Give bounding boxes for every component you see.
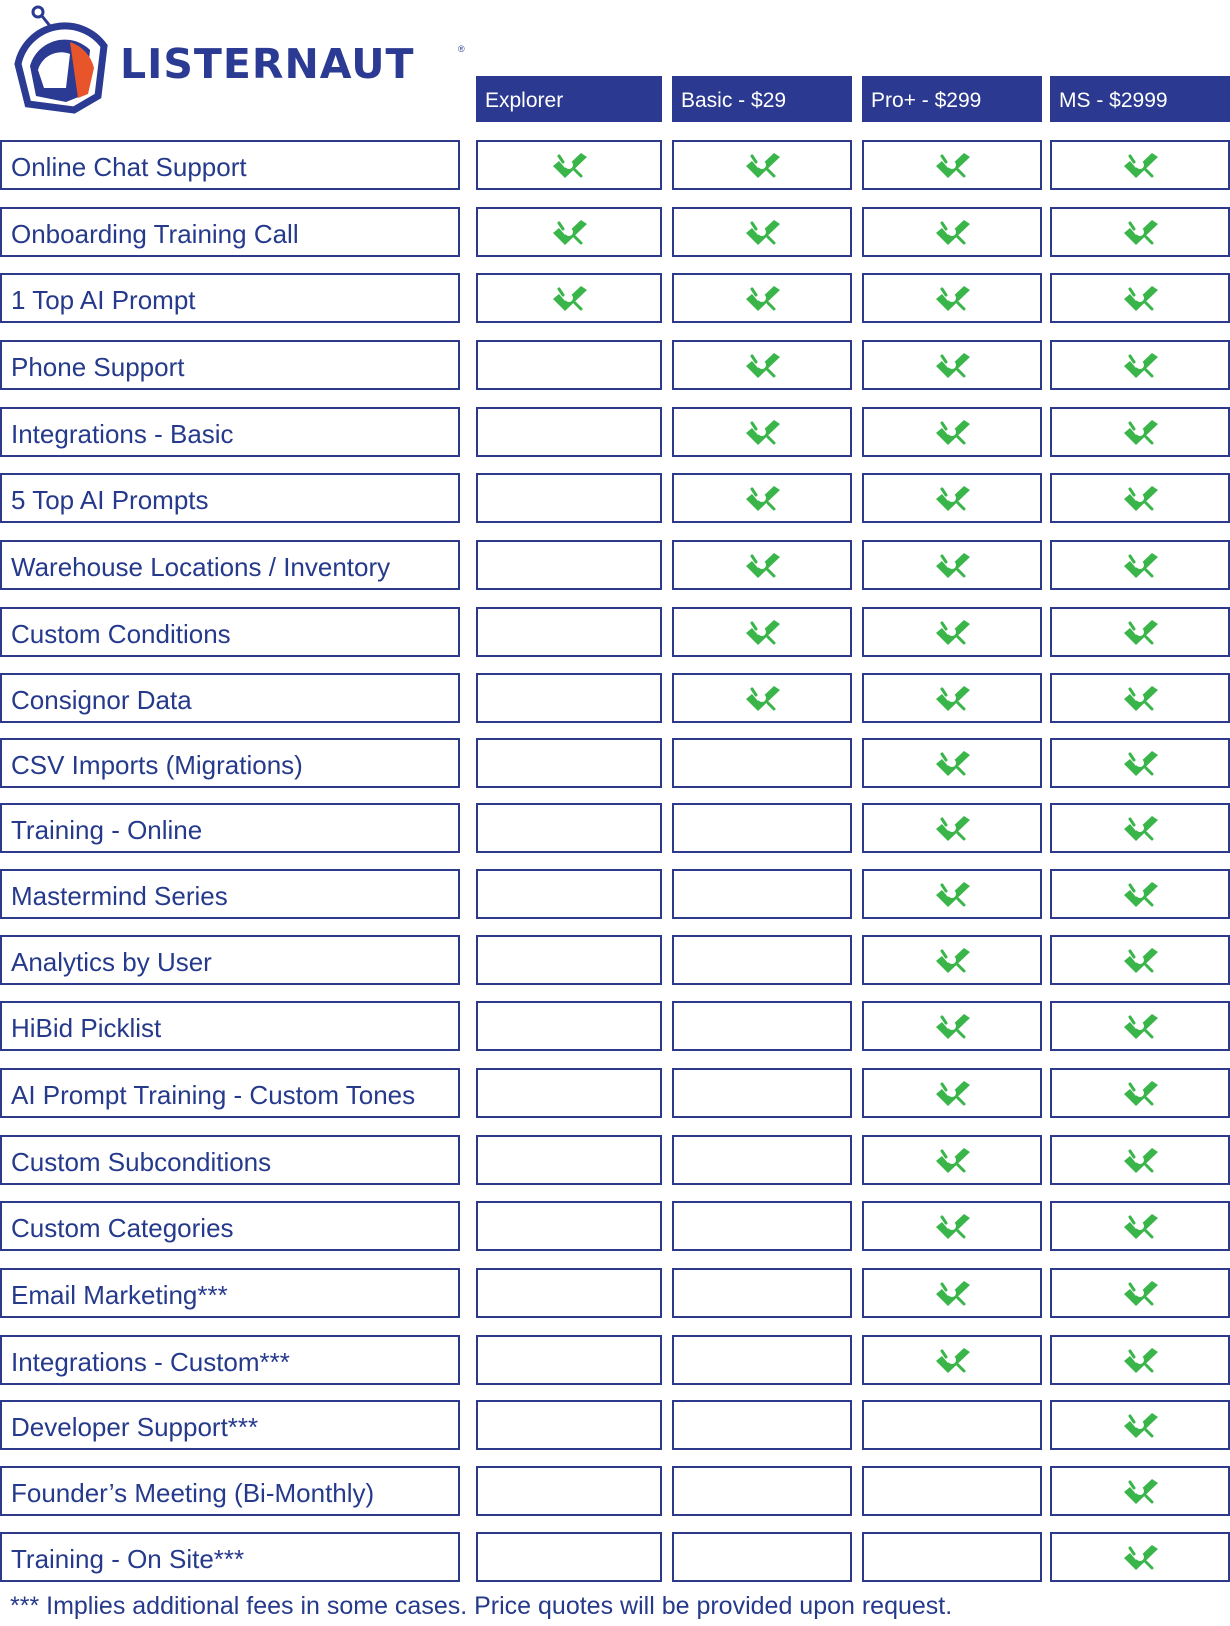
included-cell <box>1050 1400 1230 1450</box>
green-checkmark-icon <box>1120 1011 1160 1041</box>
empty-cell <box>476 1135 662 1185</box>
table-row <box>0 473 1230 523</box>
table-row <box>0 1201 1230 1251</box>
empty-cell <box>476 803 662 853</box>
table-row <box>0 738 1230 788</box>
tier-header-ms: MS - $2999 <box>1050 76 1230 122</box>
table-row <box>0 1400 1230 1450</box>
included-cell <box>862 673 1042 723</box>
empty-cell <box>476 1268 662 1318</box>
green-checkmark-icon <box>1120 283 1160 313</box>
feature-name-cell <box>0 140 460 190</box>
included-cell <box>862 540 1042 590</box>
green-checkmark-icon <box>932 1145 972 1175</box>
green-checkmark-icon <box>932 1345 972 1375</box>
included-cell <box>862 803 1042 853</box>
feature-label: Warehouse Locations / Inventory <box>11 552 391 582</box>
green-checkmark-icon <box>549 283 589 313</box>
included-cell <box>1050 407 1230 457</box>
green-checkmark-icon <box>742 483 782 513</box>
feature-label: 1 Top AI Prompt <box>11 285 196 315</box>
feature-name-cell <box>0 1532 460 1582</box>
included-cell <box>862 273 1042 323</box>
included-cell <box>862 140 1042 190</box>
green-checkmark-icon <box>1120 1211 1160 1241</box>
registered-mark: ® <box>458 44 465 54</box>
brand-name: LISTERNAUT <box>120 40 415 88</box>
green-checkmark-icon <box>932 283 972 313</box>
empty-cell <box>476 340 662 390</box>
feature-label: Onboarding Training Call <box>11 219 299 249</box>
empty-cell <box>672 1532 852 1582</box>
green-checkmark-icon <box>1120 417 1160 447</box>
empty-cell <box>476 1068 662 1118</box>
included-cell <box>862 607 1042 657</box>
table-row <box>0 207 1230 257</box>
feature-label: 5 Top AI Prompts <box>11 485 209 515</box>
included-cell <box>1050 869 1230 919</box>
tier-header-pro-plus: Pro+ - $299 <box>862 76 1042 122</box>
table-row <box>0 935 1230 985</box>
included-cell <box>1050 1335 1230 1385</box>
empty-cell <box>476 1466 662 1516</box>
included-cell <box>476 273 662 323</box>
green-checkmark-icon <box>1120 683 1160 713</box>
included-cell <box>672 273 852 323</box>
feature-name-cell <box>0 340 460 390</box>
included-cell <box>672 207 852 257</box>
empty-cell <box>672 1268 852 1318</box>
included-cell <box>1050 607 1230 657</box>
green-checkmark-icon <box>1120 879 1160 909</box>
green-checkmark-icon <box>1120 550 1160 580</box>
empty-cell <box>476 1335 662 1385</box>
green-checkmark-icon <box>1120 617 1160 647</box>
feature-name-cell <box>0 1335 460 1385</box>
table-row <box>0 1135 1230 1185</box>
feature-label: Analytics by User <box>11 947 212 977</box>
feature-name-cell <box>0 1068 460 1118</box>
green-checkmark-icon <box>742 217 782 247</box>
table-row <box>0 140 1230 190</box>
green-checkmark-icon <box>1120 1078 1160 1108</box>
included-cell <box>1050 1135 1230 1185</box>
feature-label: Integrations - Custom*** <box>11 1347 290 1377</box>
feature-label: Email Marketing*** <box>11 1280 228 1310</box>
included-cell <box>1050 1466 1230 1516</box>
feature-label: CSV Imports (Migrations) <box>11 750 303 780</box>
feature-name-cell <box>0 607 460 657</box>
table-row <box>0 607 1230 657</box>
table-row <box>0 407 1230 457</box>
green-checkmark-icon <box>742 617 782 647</box>
included-cell <box>862 1001 1042 1051</box>
included-cell <box>672 140 852 190</box>
green-checkmark-icon <box>932 1211 972 1241</box>
included-cell <box>672 473 852 523</box>
feature-label: Consignor Data <box>11 685 192 715</box>
green-checkmark-icon <box>932 683 972 713</box>
green-checkmark-icon <box>1120 1542 1160 1572</box>
table-row <box>0 1068 1230 1118</box>
feature-label: Custom Categories <box>11 1213 234 1243</box>
empty-cell <box>672 1400 852 1450</box>
feature-label: Training - Online <box>11 815 203 845</box>
table-row <box>0 1466 1230 1516</box>
green-checkmark-icon <box>1120 1476 1160 1506</box>
green-checkmark-icon <box>549 150 589 180</box>
empty-cell <box>672 1001 852 1051</box>
included-cell <box>1050 803 1230 853</box>
feature-name-cell <box>0 1400 460 1450</box>
feature-name-cell <box>0 207 460 257</box>
green-checkmark-icon <box>1120 813 1160 843</box>
included-cell <box>672 407 852 457</box>
green-checkmark-icon <box>932 483 972 513</box>
green-checkmark-icon <box>932 1011 972 1041</box>
green-checkmark-icon <box>1120 1345 1160 1375</box>
included-cell <box>862 207 1042 257</box>
feature-name-cell <box>0 1001 460 1051</box>
included-cell <box>1050 473 1230 523</box>
included-cell <box>862 473 1042 523</box>
empty-cell <box>862 1466 1042 1516</box>
empty-cell <box>476 407 662 457</box>
green-checkmark-icon <box>932 150 972 180</box>
feature-name-cell <box>0 673 460 723</box>
feature-label: Founder’s Meeting (Bi-Monthly) <box>11 1478 375 1508</box>
feature-name-cell <box>0 273 460 323</box>
green-checkmark-icon <box>549 217 589 247</box>
feature-label: Online Chat Support <box>11 152 247 182</box>
included-cell <box>1050 273 1230 323</box>
empty-cell <box>672 1068 852 1118</box>
table-row <box>0 803 1230 853</box>
included-cell <box>672 607 852 657</box>
green-checkmark-icon <box>932 217 972 247</box>
included-cell <box>1050 935 1230 985</box>
green-checkmark-icon <box>742 550 782 580</box>
empty-cell <box>476 869 662 919</box>
table-row <box>0 273 1230 323</box>
feature-name-cell <box>0 473 460 523</box>
included-cell <box>1050 673 1230 723</box>
brand-logo <box>8 4 468 116</box>
empty-cell <box>476 1532 662 1582</box>
empty-cell <box>476 673 662 723</box>
included-cell <box>672 340 852 390</box>
feature-name-cell <box>0 1466 460 1516</box>
green-checkmark-icon <box>932 813 972 843</box>
included-cell <box>862 407 1042 457</box>
included-cell <box>1050 340 1230 390</box>
included-cell <box>1050 207 1230 257</box>
included-cell <box>476 207 662 257</box>
green-checkmark-icon <box>932 945 972 975</box>
included-cell <box>862 1201 1042 1251</box>
green-checkmark-icon <box>742 683 782 713</box>
empty-cell <box>862 1532 1042 1582</box>
included-cell <box>1050 1201 1230 1251</box>
green-checkmark-icon <box>742 150 782 180</box>
table-row <box>0 869 1230 919</box>
empty-cell <box>476 1201 662 1251</box>
footnote: *** Implies additional fees in some cases. Price quotes will be provided upon request. <box>10 1592 953 1620</box>
table-row <box>0 1001 1230 1051</box>
green-checkmark-icon <box>1120 217 1160 247</box>
included-cell <box>672 540 852 590</box>
included-cell <box>1050 1268 1230 1318</box>
green-checkmark-icon <box>742 283 782 313</box>
table-row <box>0 673 1230 723</box>
table-row <box>0 1268 1230 1318</box>
empty-cell <box>476 607 662 657</box>
included-cell <box>1050 738 1230 788</box>
included-cell <box>862 1135 1042 1185</box>
green-checkmark-icon <box>932 748 972 778</box>
feature-name-cell <box>0 1135 460 1185</box>
feature-label: Custom Conditions <box>11 619 231 649</box>
included-cell <box>862 935 1042 985</box>
feature-name-cell <box>0 1201 460 1251</box>
green-checkmark-icon <box>932 879 972 909</box>
empty-cell <box>862 1400 1042 1450</box>
included-cell <box>1050 140 1230 190</box>
feature-label: Integrations - Basic <box>11 419 234 449</box>
green-checkmark-icon <box>1120 1410 1160 1440</box>
astronaut-helmet-logo-icon <box>8 4 116 116</box>
included-cell <box>862 340 1042 390</box>
table-row <box>0 340 1230 390</box>
included-cell <box>1050 540 1230 590</box>
empty-cell <box>672 935 852 985</box>
tier-header-explorer: Explorer <box>476 76 662 122</box>
feature-name-cell <box>0 803 460 853</box>
empty-cell <box>672 1135 852 1185</box>
green-checkmark-icon <box>1120 150 1160 180</box>
feature-label: AI Prompt Training - Custom Tones <box>11 1080 416 1110</box>
green-checkmark-icon <box>1120 945 1160 975</box>
feature-name-cell <box>0 869 460 919</box>
empty-cell <box>476 935 662 985</box>
feature-name-cell <box>0 540 460 590</box>
included-cell <box>862 1335 1042 1385</box>
empty-cell <box>476 738 662 788</box>
green-checkmark-icon <box>932 617 972 647</box>
table-row <box>0 540 1230 590</box>
green-checkmark-icon <box>932 350 972 380</box>
empty-cell <box>476 473 662 523</box>
feature-label: Custom Subconditions <box>11 1147 272 1177</box>
included-cell <box>862 869 1042 919</box>
empty-cell <box>672 1201 852 1251</box>
feature-label: HiBid Picklist <box>11 1013 162 1043</box>
feature-name-cell <box>0 738 460 788</box>
green-checkmark-icon <box>742 350 782 380</box>
feature-name-cell <box>0 935 460 985</box>
empty-cell <box>672 738 852 788</box>
empty-cell <box>672 869 852 919</box>
included-cell <box>862 1268 1042 1318</box>
included-cell <box>1050 1532 1230 1582</box>
feature-label: Phone Support <box>11 352 185 382</box>
feature-name-cell <box>0 1268 460 1318</box>
green-checkmark-icon <box>932 1278 972 1308</box>
included-cell <box>1050 1001 1230 1051</box>
green-checkmark-icon <box>1120 1145 1160 1175</box>
empty-cell <box>672 1335 852 1385</box>
green-checkmark-icon <box>1120 748 1160 778</box>
empty-cell <box>476 1001 662 1051</box>
green-checkmark-icon <box>1120 350 1160 380</box>
table-row <box>0 1335 1230 1385</box>
green-checkmark-icon <box>742 417 782 447</box>
empty-cell <box>672 1466 852 1516</box>
feature-label: Training - On Site*** <box>11 1544 245 1574</box>
feature-label: Mastermind Series <box>11 881 228 911</box>
green-checkmark-icon <box>1120 1278 1160 1308</box>
empty-cell <box>476 1400 662 1450</box>
green-checkmark-icon <box>1120 483 1160 513</box>
green-checkmark-icon <box>932 1078 972 1108</box>
table-row <box>0 1532 1230 1582</box>
feature-name-cell <box>0 407 460 457</box>
feature-label: Developer Support*** <box>11 1412 259 1442</box>
included-cell <box>862 1068 1042 1118</box>
included-cell <box>672 673 852 723</box>
included-cell <box>862 738 1042 788</box>
empty-cell <box>476 540 662 590</box>
included-cell <box>476 140 662 190</box>
tier-header-basic: Basic - $29 <box>672 76 852 122</box>
empty-cell <box>672 803 852 853</box>
green-checkmark-icon <box>932 417 972 447</box>
green-checkmark-icon <box>932 550 972 580</box>
included-cell <box>1050 1068 1230 1118</box>
